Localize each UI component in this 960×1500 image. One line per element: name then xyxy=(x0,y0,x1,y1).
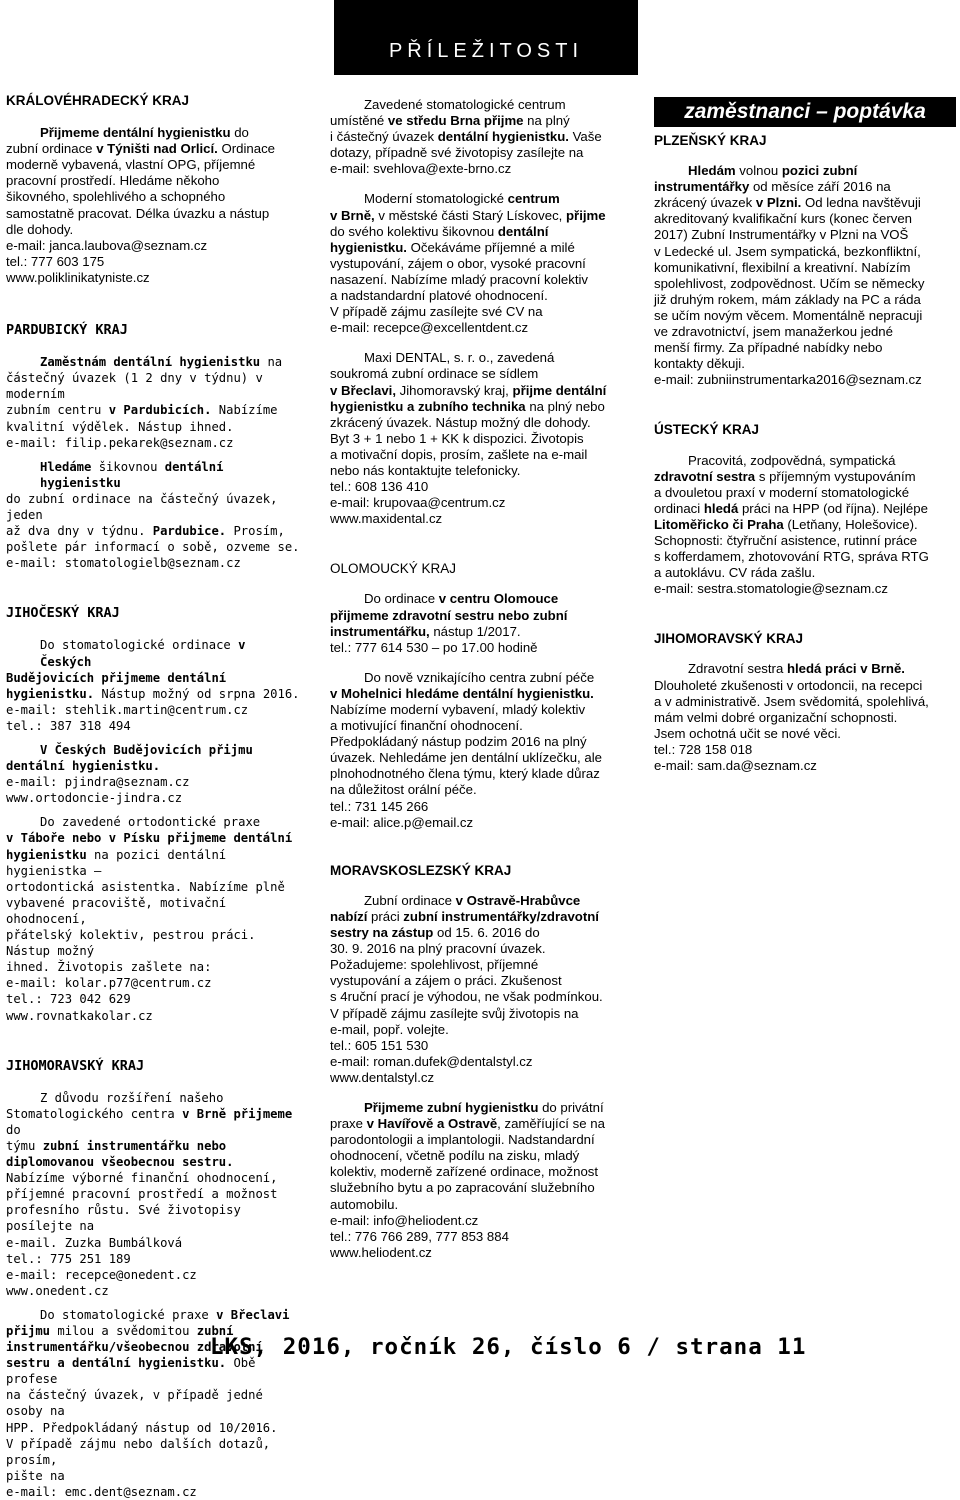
ad-line: Hledám volnou pozici zubní xyxy=(688,163,858,179)
ad-line: vystupování, zájem o obor, vysoké pracovní xyxy=(330,255,586,271)
ad-line: Pracovitá, zodpovědná, sympatická xyxy=(688,452,896,468)
ad-block xyxy=(654,631,956,774)
email-text: e-mail: pjindra@seznam.cz xyxy=(6,775,190,790)
ad-line: Nabízíme moderní vybavení, mladý kolektiv xyxy=(330,702,586,717)
email-text: e-mail: janca.laubova@seznam.cz xyxy=(6,237,208,253)
email-text: e-mail: stehlik.martin@centrum.cz xyxy=(6,702,249,717)
section-header xyxy=(334,0,638,75)
ad-line: instrumentářku, nástup 1/2017. xyxy=(330,623,521,639)
region-heading: PARDUBICKÝ KRAJ xyxy=(6,322,128,339)
email-text: e-mail: roman.dufek@dentalstyl.cz xyxy=(330,1053,533,1069)
ad-line: a nadstandardní platové ohodnocení. xyxy=(330,288,548,304)
ad-line: i částečný úvazek dentální hygienistku. Vaše xyxy=(330,129,602,145)
email-text: e-mail: alice.p@email.cz xyxy=(330,814,474,830)
ad-line: přátelský kolektiv, pestrou práci. Nástup možný xyxy=(6,928,256,959)
phone-text: tel.: 723 042 629 xyxy=(6,992,131,1007)
phone-text: tel.: 775 251 189 xyxy=(6,1251,131,1266)
ad-line: Požadujeme: spolehlivost, příjemné xyxy=(330,957,539,973)
ad-line: pošlete pár informací o sobě, ozveme se. xyxy=(6,540,300,555)
phone-text: tel.: 728 158 018 xyxy=(654,741,753,757)
ad-line: Byt 3 + 1 nebo 1 + KK k dispozici. Životopis xyxy=(330,430,584,446)
ad-line: dle dohody. xyxy=(6,221,74,237)
ad-line: instrumentářku/všeobecnou zdravotní xyxy=(6,1340,263,1355)
ad-line: hygienistku a zubního technika na plný nebo xyxy=(330,398,605,414)
column-right xyxy=(654,97,956,774)
email-text: e-mail: filip.pekarek@seznam.cz xyxy=(6,435,234,450)
web-text: www.dentalstyl.cz xyxy=(330,1069,435,1085)
ad-line: Moderní stomatologické centrum xyxy=(364,191,560,207)
phone-text: tel.: 387 318 494 xyxy=(6,718,131,733)
ad-line: V Českých Budějovicích přijmu xyxy=(40,743,253,757)
web-text: www.heliodent.cz xyxy=(330,1244,432,1260)
region-heading: JIHOČESKÝ KRAJ xyxy=(6,605,120,622)
ad-line: pište na xyxy=(6,1468,65,1483)
email-text: e-mail: krupovaa@centrum.cz xyxy=(330,495,506,511)
ad-line: a motivující finanční ohodnocení. xyxy=(330,718,523,734)
ad-line: samostatně pracovat. Délka úvazku a nástup xyxy=(6,205,270,221)
ad-line: Zaměstnám dentální hygienistku na xyxy=(40,355,283,370)
ad-line: parodontologii a implantologii. Nadstandardní xyxy=(330,1132,595,1148)
ad-line: zkrácený úvazek. Nástup možný dle dohody. xyxy=(330,414,591,430)
ad-block xyxy=(6,93,302,286)
ad-block xyxy=(654,133,956,388)
ad-line: částečný úvazek (1 2 dny v týdnu) v moderním xyxy=(6,371,263,402)
ad-line: Do zavedené ortodontické praxe xyxy=(40,815,261,830)
region-heading: PLZEŇSKÝ KRAJ xyxy=(654,133,767,148)
category-banner: zaměstnanci – poptávka xyxy=(654,97,956,127)
ad-line: již druhým rokem, mám základy na PC a ráda xyxy=(654,291,921,307)
ad-line: soukromá zubní ordinace se sídlem xyxy=(330,366,539,382)
ad-line: Dlouholeté zkušenosti v ortodoncii, na recepci xyxy=(654,677,923,693)
ad-line: Jsem ochotná učit se nové věci. xyxy=(654,725,841,741)
ad-block xyxy=(330,561,630,830)
web-text: www.poliklinikatyniste.cz xyxy=(6,269,150,285)
ad-line: se učím novým věcem. Momentálně nepracuji xyxy=(654,307,923,323)
phone-text: tel.: 731 145 266 xyxy=(330,798,429,814)
web-text: www.onedent.cz xyxy=(6,1283,109,1298)
ad-line: Předpokládaný nástup podzim 2016 na plný xyxy=(330,734,587,750)
ad-line: do svého kolektivu šikovnou dentální xyxy=(330,223,549,239)
ad-line: Do nově vznikajícího centra zubní péče xyxy=(364,669,595,685)
ad-line: v Ledecké ul. Jsem sympatická, bezkonfliktní, xyxy=(654,243,921,259)
ad-line: zubním centru v Pardubicích. Nabízíme xyxy=(6,403,278,418)
ad-line: s 4ruční prací je výhodou, ne však podmínkou. xyxy=(330,989,603,1005)
column-middle xyxy=(330,97,630,1261)
ad-line: 30. 9. 2016 na plný pracovní úvazek. xyxy=(330,941,546,957)
ad-line: V případě zájmu zasílejte svůj životopis na xyxy=(330,1005,579,1021)
ad-line: dentální hygienistku. xyxy=(6,759,161,774)
ad-block xyxy=(330,97,630,527)
ad-line: zdravotní sestra s příjemným vystupováním xyxy=(654,468,916,484)
ad-line: nebo nás kontaktujte telefonicky. xyxy=(330,462,521,478)
ad-line: až dva dny v týdnu. Pardubice. Prosím, xyxy=(6,524,285,539)
ad-line: Nabízíme výborné finanční ohodnocení, xyxy=(6,1171,278,1186)
ad-line: praxe v Havířově a Ostravě, zaměříující se na xyxy=(330,1116,605,1132)
ad-line: plnohodnotného člena týmu, který klade důraz xyxy=(330,766,600,782)
ad-line: Do ordinace v centru Olomouce xyxy=(364,591,559,607)
email-text: e-mail: emc.dent@seznam.cz xyxy=(6,1484,197,1499)
region-heading: JIHOMORAVSKÝ KRAJ xyxy=(6,1057,145,1074)
ad-line: úvazek. Nehledáme jen dentální uklízečku, ale xyxy=(330,750,602,766)
ad-line: Stomatologického centra v Brně přijmeme do xyxy=(6,1106,293,1137)
ad-line: přijmu milou a svědomitou zubní xyxy=(6,1324,234,1338)
ad-line: ve zdravotnictví, jsem manažerkou jedné xyxy=(654,324,893,340)
ad-line: akreditovaný kvalifikační kurs (konec červen xyxy=(654,211,912,227)
ad-line: Přijmeme zubní hygienistku do privátní xyxy=(364,1099,604,1115)
ad-line: Budějovicích přijmeme dentální xyxy=(6,670,227,685)
ad-line: do zubní ordinace na částečný úvazek, jeden xyxy=(6,491,278,522)
ad-line: mám velmi dobré organizační schopnosti. xyxy=(654,709,898,725)
ad-block xyxy=(6,1058,302,1500)
ad-line: nasazení. Nabízíme mladý pracovní kolektiv xyxy=(330,271,589,287)
email-text: e-mail: zubniinstrumentarka2016@seznam.cz xyxy=(654,372,922,388)
ad-line: V případě zájmu zasílejte své CV na xyxy=(330,304,543,320)
web-text: www.ortodoncie-jindra.cz xyxy=(6,791,183,806)
ad-line: na částečný úvazek, v případě jedné osoby na xyxy=(6,1388,263,1419)
ad-line: zkrácený úvazek v Plzni. Od ledna navštěvuji xyxy=(654,195,921,211)
ad-line: s kofferdamem, zhotovování RTG, správa RTG xyxy=(654,549,929,565)
phone-text: tel.: 777 603 175 xyxy=(6,253,105,269)
email-text: e-mail: stomatologielb@seznam.cz xyxy=(6,556,241,571)
ad-block xyxy=(330,863,630,1261)
ad-line: e-mail. Zuzka Bumbálková xyxy=(6,1235,183,1250)
ad-block xyxy=(654,422,956,597)
ad-line: Z důvodu rozšíření našeho xyxy=(40,1090,224,1105)
ad-line: dotazy, případně své životopisy zasílejte na xyxy=(330,145,584,161)
email-text: e-mail: info@heliodent.cz xyxy=(330,1212,479,1228)
ad-line: sestry na zástup od 15. 6. 2016 do xyxy=(330,925,540,941)
ad-line: šikovného, spolehlivého a schopného xyxy=(6,189,226,205)
ad-line: a v administrativě. Jsem svědomitá, spolehlivá, xyxy=(654,693,929,709)
ad-line: V případě zájmu nebo dalších dotazů, prosím, xyxy=(6,1436,271,1467)
ad-line: přijmeme zdravotní sestru nebo zubní xyxy=(330,607,568,623)
ad-line: Do stomatologické praxe v Břeclavi xyxy=(40,1307,290,1322)
ad-line: v Břeclavi, Jihomoravský kraj, přijme dentální xyxy=(330,382,607,398)
ad-line: a motivační dopis, prosím, zašlete na e-mail xyxy=(330,446,588,462)
ad-line: Zavedené stomatologické centrum xyxy=(364,97,566,112)
ad-line: Přijmeme dentální hygienistku do xyxy=(40,125,249,141)
section-title: PŘÍLEŽITOSTI xyxy=(388,39,584,62)
phone-text: tel.: 605 151 530 xyxy=(330,1037,429,1053)
region-heading: ÚSTECKÝ KRAJ xyxy=(654,422,760,438)
ad-line: hygienistku. Očekáváme příjemné a milé xyxy=(330,239,575,255)
ad-line: diplomovanou všeobecnou sestru. xyxy=(6,1155,234,1170)
ad-line: Maxi DENTAL, s. r. o., zavedená xyxy=(364,350,555,366)
email-text: e-mail: recepce@onedent.cz xyxy=(6,1267,197,1282)
phone-text: tel.: 608 136 410 xyxy=(330,479,429,495)
ad-line: pracovní prostředí. Hledáme někoho xyxy=(6,173,220,189)
email-text: e-mail: recepce@excellentdent.cz xyxy=(330,320,529,336)
ad-line: profesního růstu. Své životopisy posílejte na xyxy=(6,1203,241,1234)
ad-line: kontakty děkuji. xyxy=(654,356,745,372)
ad-line: ihned. Životopis zašlete na: xyxy=(6,960,212,975)
ad-line: vybavené pracoviště, motivační ohodnocení, xyxy=(6,895,227,926)
region-heading: MORAVSKOSLEZSKÝ KRAJ xyxy=(330,862,512,878)
ad-line: kvalitní výdělek. Nástup ihned. xyxy=(6,419,234,434)
ad-line: kolektiv, moderně zařízené ordinace, možnost xyxy=(330,1164,599,1180)
ad-line: spolehlivost, zodpovědnost. Učím se německy xyxy=(654,275,925,291)
phone-text: tel.: 777 614 530 – po 17.00 hodině xyxy=(330,639,538,655)
ad-line: moderně vybavená, vlastní OPG, příjemné xyxy=(6,157,256,173)
email-text: e-mail: sam.da@seznam.cz xyxy=(654,758,817,773)
ad-line: služebního bytu a po zapracování služebního xyxy=(330,1180,595,1196)
ad-line: příjemné pracovní prostředí a možnost xyxy=(6,1187,278,1202)
page-footer: LKS, 2016, ročník 26, číslo 6 / strana 11 xyxy=(210,1334,807,1360)
region-heading: KRÁLOVÉHRADECKÝ KRAJ xyxy=(6,93,190,108)
ad-block xyxy=(6,322,302,571)
web-text: www.rovnatkakolar.cz xyxy=(6,1008,153,1023)
ad-line: vystupování a zájem o práci. Zkušenost xyxy=(330,973,562,989)
region-heading: OLOMOUCKÝ KRAJ xyxy=(330,561,457,577)
ad-line: hygienistku na pozici dentální hygienistka – xyxy=(6,847,227,878)
region-heading: JIHOMORAVSKÝ KRAJ xyxy=(654,631,804,647)
ad-line: ordinaci hledá práci na HPP (od října). Nejlépe xyxy=(654,500,928,516)
ad-line: ohodnocení, včetně podílu na zisku, mladý xyxy=(330,1148,580,1164)
ad-line: Zdravotní sestra hledá práci v Brně. xyxy=(688,661,905,677)
ad-line: Do stomatologické ordinace v Českých xyxy=(40,638,246,669)
ad-line: Hledáme šikovnou dentální hygienistku xyxy=(40,459,224,490)
ad-line: v Táboře nebo v Písku přijmeme dentální xyxy=(6,831,293,846)
ad-line: 2017) Zubní Instrumentářky v Plzni na VOŠ xyxy=(654,227,909,243)
ad-line: HPP. Předpokládaný nástup od 10/2016. xyxy=(6,1420,278,1435)
ad-line: instrumentářky od měsíce září 2016 na xyxy=(654,179,891,195)
ad-line: ortodontická asistentka. Nabízíme plně xyxy=(6,879,285,894)
ad-line: na důležitost orální péče. xyxy=(330,782,477,798)
ad-line: Zubní ordinace v Ostravě-Hrabůvce xyxy=(364,892,581,908)
ad-line: Schopnosti: čtyřruční asistence, rutinní práce xyxy=(654,532,918,548)
email-text: e-mail: sestra.stomatologie@seznam.cz xyxy=(654,581,888,597)
ad-line: sestru a dentální hygienistku. Obě profese xyxy=(6,1356,256,1387)
ad-line: Litoměřicko či Praha (Letňany, Holešovice). xyxy=(654,516,918,532)
ad-line: komunikativní, flexibilní a kreativní. Nabízím xyxy=(654,259,911,275)
ad-line: umístěné ve středu Brna přijme na plný xyxy=(330,113,570,129)
ad-line: e-mail, popř. volejte. xyxy=(330,1021,449,1037)
email-text: e-mail: kolar.p77@centrum.cz xyxy=(6,976,212,991)
ad-line: menší firmy. Za případné nabídky nebo xyxy=(654,340,883,356)
column-left xyxy=(6,93,302,1500)
ad-line: hygienistku. Nástup možný od srpna 2016. xyxy=(6,686,300,701)
ad-block xyxy=(6,605,302,1023)
email-text: e-mail: svehlova@exte-brno.cz xyxy=(330,161,512,177)
ad-line: automobilu. xyxy=(330,1196,399,1212)
phone-text: tel.: 776 766 289, 777 853 884 xyxy=(330,1228,509,1244)
web-text: www.maxidental.cz xyxy=(330,511,443,527)
ad-line: týmu zubní instrumentářku nebo xyxy=(6,1138,227,1153)
ad-line: zubní ordinace v Týništi nad Orlicí. Ordinace xyxy=(6,141,276,157)
ad-line: a dvouletou praxí v moderní stomatologické xyxy=(654,484,910,500)
ad-line: v Brně, v městské části Starý Lískovec, přijme xyxy=(330,207,606,223)
ad-line: nabízí práci zubní instrumentářky/zdravotní xyxy=(330,908,599,924)
ad-line: v Mohelnici hledáme dentální hygienistku. xyxy=(330,685,594,701)
ad-line: a autoklávu. CV ráda zašlu. xyxy=(654,565,816,581)
